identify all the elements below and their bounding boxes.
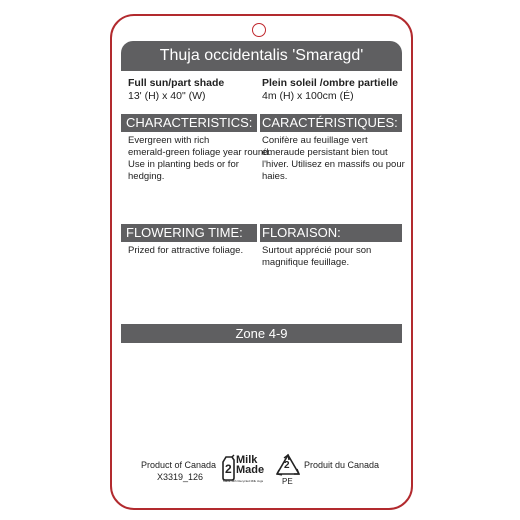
milk-made-word2: Made <box>236 464 265 476</box>
text-line: Evergreen with rich <box>128 135 210 146</box>
bar-divider <box>257 114 260 132</box>
text-line: hedging. <box>128 171 165 182</box>
text-line: haies. <box>262 171 288 182</box>
recycle-logo <box>275 453 301 487</box>
text-line: Surtout apprécié pour son <box>262 245 372 256</box>
text-line: Conifère au feuillage vert <box>262 135 368 146</box>
characteristics-text-en <box>128 135 271 183</box>
exposure-fr: Plein soleil /ombre partielle <box>262 77 398 89</box>
text-line: magnifique feuillage. <box>262 257 350 268</box>
product-of-fr: Produit du Canada <box>304 460 380 470</box>
text-line: Prized for attractive foliage. <box>128 245 244 256</box>
bar-divider <box>257 224 260 242</box>
product-of-en: Product of Canada <box>141 460 217 470</box>
size-en: 13' (H) x 40" (W) <box>128 90 206 102</box>
size-fr: 4m (H) x 100cm (É) <box>262 90 354 102</box>
milk-made-word1: Milk <box>236 454 258 466</box>
text-line: émeraude persistant bien tout <box>262 147 388 158</box>
flowering-text-fr <box>262 245 371 269</box>
flowering-bar <box>121 224 402 242</box>
milk-made-tagline: Made with Recycled Milk Jugs <box>223 479 264 483</box>
recycle-number: 2 <box>284 460 290 471</box>
milk-made-logo <box>221 454 267 484</box>
recycle-label: PE <box>282 477 293 486</box>
text-line: l'hiver. Utilisez en massifs ou pour <box>262 159 405 170</box>
text-line: Use in planting beds or for <box>128 159 239 170</box>
milk-made-number: 2 <box>225 462 232 476</box>
flowering-text-en <box>128 245 243 257</box>
product-code: X3319_126 <box>157 472 204 482</box>
exposure-en: Full sun/part shade <box>128 77 225 89</box>
plant-title: Thuja occidentalis 'Smaragd' <box>121 41 402 71</box>
flowering-heading-en: FLOWERING TIME: <box>126 225 243 240</box>
text-line: emerald-green foliage year round. <box>128 147 272 158</box>
hardiness-zone: Zone 4-9 <box>121 324 402 343</box>
flowering-heading-fr: FLORAISON: <box>262 225 341 240</box>
characteristics-text-fr <box>262 135 405 183</box>
characteristics-bar <box>121 114 402 132</box>
characteristics-heading-en: CHARACTERISTICS: <box>126 115 253 130</box>
characteristics-heading-fr: CARACTÉRISTIQUES: <box>262 115 398 130</box>
hang-hole <box>252 23 266 37</box>
